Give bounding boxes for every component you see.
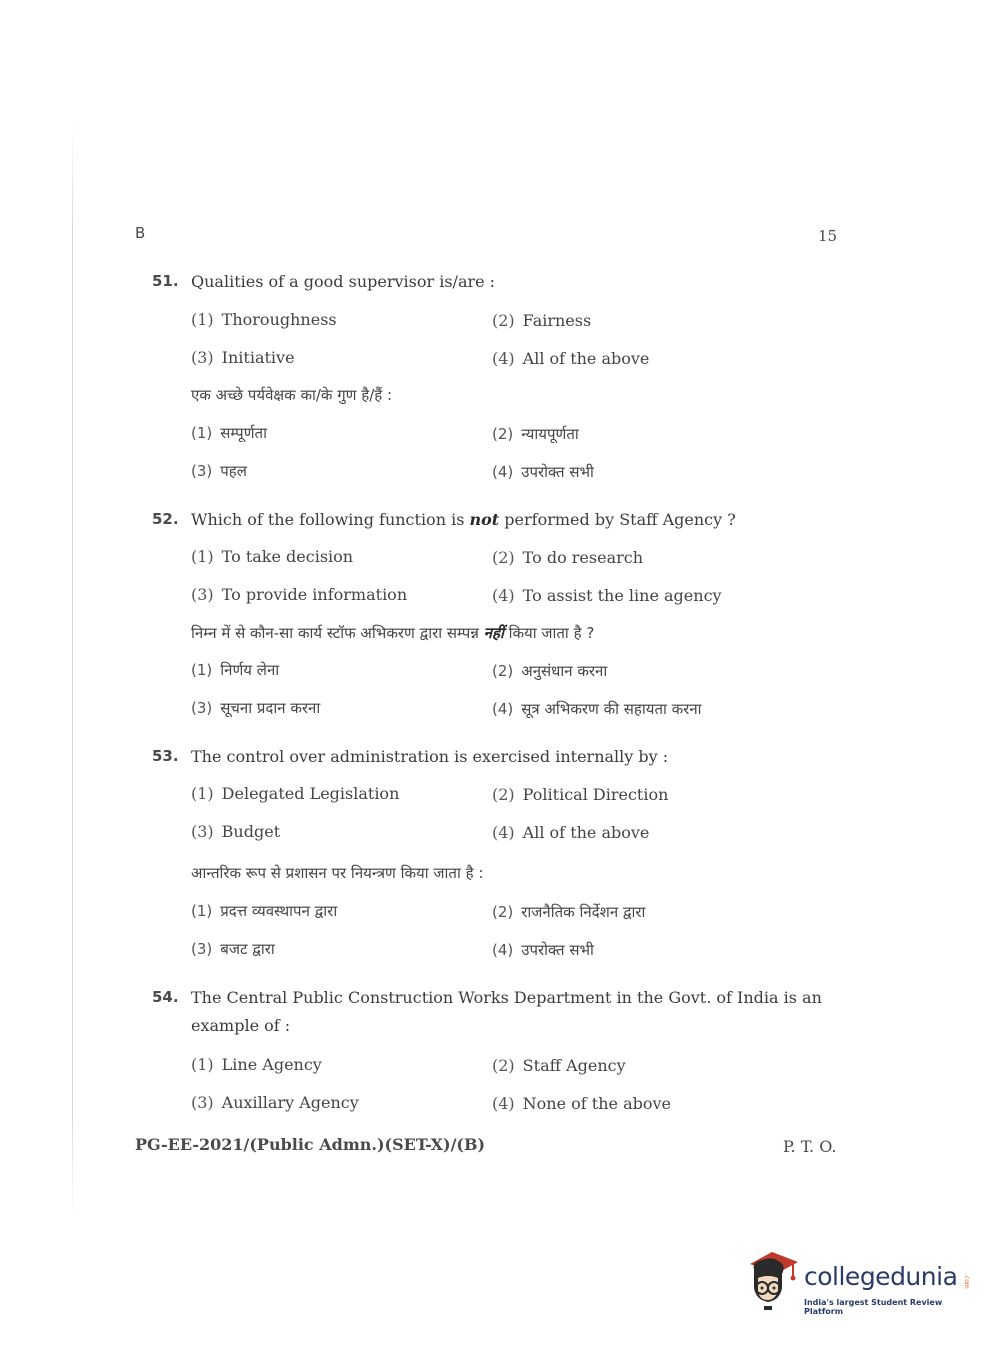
page-margin-line xyxy=(72,120,73,1220)
option-en-1: (1) Delegated Legislation xyxy=(191,784,400,803)
option-hi-4: (4) उपरोक्त सभी xyxy=(492,941,594,959)
question-text-en: Which of the following function is not performed by Staff Agency ? xyxy=(191,510,736,529)
option-hi-4: (4) उपरोक्त सभी xyxy=(492,463,594,481)
option-en-3: (3) Initiative xyxy=(191,348,295,367)
option-en-4: (4) None of the above xyxy=(492,1094,672,1113)
set-letter: B xyxy=(135,224,146,242)
emphasis-not: not xyxy=(469,510,500,529)
option-hi-3: (3) सूचना प्रदान करना xyxy=(191,699,321,717)
question-text-en: Qualities of a good supervisor is/are : xyxy=(191,272,496,291)
pto-label: P. T. O. xyxy=(783,1137,837,1156)
option-en-2: (2) Political Direction xyxy=(492,785,669,804)
option-hi-1: (1) निर्णय लेना xyxy=(191,661,280,679)
question-number: 54. xyxy=(152,988,179,1006)
option-en-4: (4) All of the above xyxy=(492,349,650,368)
option-hi-3: (3) बजट द्वारा xyxy=(191,940,275,958)
option-hi-2: (2) अनुसंधान करना xyxy=(492,662,608,680)
option-en-2: (2) To do research xyxy=(492,548,644,567)
question-number: 51. xyxy=(152,272,179,290)
option-en-2: (2) Staff Agency xyxy=(492,1056,626,1075)
option-en-1: (1) Thoroughness xyxy=(191,310,337,329)
option-hi-1: (1) सम्पूर्णता xyxy=(191,424,267,442)
watermark-com: .com xyxy=(963,1274,970,1289)
question-text-hi: एक अच्छे पर्यवेक्षक का/के गुण है/हैं : xyxy=(191,386,393,404)
question-number: 53. xyxy=(152,747,179,765)
watermark-tagline: India's largest Student Review Platform xyxy=(804,1298,943,1316)
option-en-2: (2) Fairness xyxy=(492,311,592,330)
option-hi-2: (2) राजनैतिक निर्देशन द्वारा xyxy=(492,903,646,921)
option-hi-3: (3) पहल xyxy=(191,462,247,480)
question-number: 52. xyxy=(152,510,179,528)
option-en-3: (3) Budget xyxy=(191,822,281,841)
option-hi-1: (1) प्रदत्त व्यवस्थापन द्वारा xyxy=(191,902,338,920)
option-en-1: (1) Line Agency xyxy=(191,1055,322,1074)
question-text-hi: आन्तरिक रूप से प्रशासन पर नियन्त्रण किया जाता है : xyxy=(191,864,484,882)
question-text-en: The control over administration is exercised internally by : xyxy=(191,747,669,766)
question-text-en: The Central Public Construction Works Department in the Govt. of India is an example of : xyxy=(191,988,822,1035)
mascot-logo-icon xyxy=(742,1248,802,1312)
collegedunia-watermark xyxy=(742,1248,972,1318)
option-en-4: (4) To assist the line agency xyxy=(492,586,722,605)
emphasis-not-hi: नहीं xyxy=(483,624,504,642)
question-text-hi: निम्न में से कौन-सा कार्य स्टॉफ अभिकरण द्वारा सम्पन्न नहीं किया जाता है ? xyxy=(191,624,595,642)
option-en-3: (3) To provide information xyxy=(191,585,408,604)
option-hi-4: (4) सूत्र अभिकरण की सहायता करना xyxy=(492,700,702,718)
option-en-1: (1) To take decision xyxy=(191,547,354,566)
option-en-3: (3) Auxillary Agency xyxy=(191,1093,359,1112)
option-hi-2: (2) न्यायपूर्णता xyxy=(492,425,579,443)
page-number: 15 xyxy=(818,227,838,245)
paper-code: PG-EE-2021/(Public Admn.)(SET-X)/(B) xyxy=(135,1135,486,1154)
watermark-brand: collegedunia xyxy=(804,1262,958,1291)
option-en-4: (4) All of the above xyxy=(492,823,650,842)
